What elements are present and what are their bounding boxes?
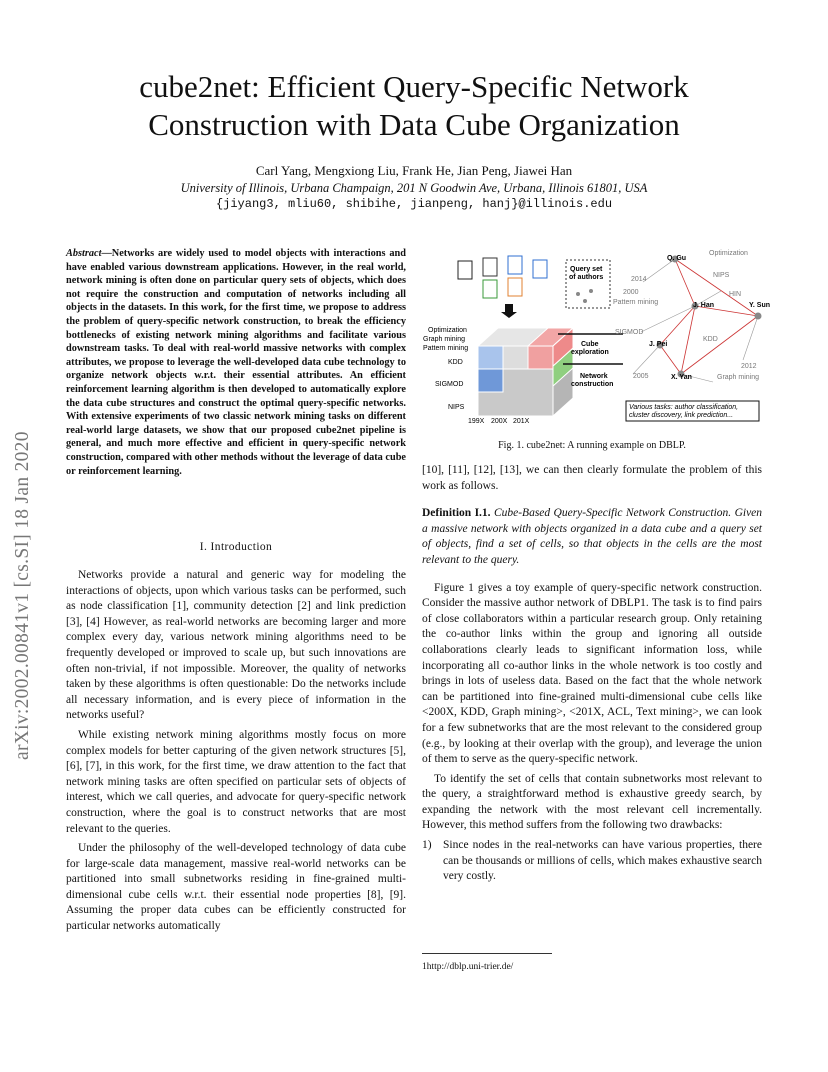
paper-title	[0, 68, 828, 144]
emails: {jiyang3, mliu60, shibihe, jianpeng, hanj}@illinois.edu	[215, 197, 613, 211]
document-icons	[458, 256, 547, 318]
data-cube	[478, 328, 573, 416]
row-label-kdd: KDD	[448, 359, 463, 366]
right-paragraph-2: To identify the set of cells that contain subnetworks most relevant to the query, a straightforward method is exhaustive greedy search, by expanding the network with the most relevant cell incrementally. However, this method suffers from the following two drawbacks:	[422, 772, 762, 832]
col-label-199x: 199X	[468, 418, 485, 425]
node-optimization: Optimization	[709, 250, 748, 257]
col-label-201x: 201X	[513, 418, 530, 425]
node-sigmod: SIGMOD	[615, 329, 644, 336]
row-label-optimization: Optimization	[428, 327, 467, 334]
arxiv-stamp: arXiv:2002.00841v1 [cs.SI] 18 Jan 2020	[12, 431, 33, 760]
section-heading-introduction: I. Introduction	[199, 541, 273, 553]
footnote: 1http://dblp.uni-trier.de/	[422, 962, 514, 972]
node-kdd: KDD	[703, 336, 718, 343]
row-label-nips: NIPS	[448, 404, 465, 411]
query-set-label: Query set of authors	[569, 266, 604, 281]
abstract-text: —Networks are widely used to model objects with interactions and have enabled various downstream applications. However, in the real world, network mining is often done on particular query sets of objects, which does not require the construction and computation of networks including all objects in the datasets. In this work, for the first time, we propose to address the problem of query-specific network construction, to break the efficiency bottlenecks of existing network mining algorithms and facilitate various downstream tasks. To deal with real-world massive networks with complex attributes, we propose to leverage the well-developed data cube technology to organize network objects w.r.t. their essential attributes. An efficient reinforcement learning algorithm is then developed to automatically explore the data cube structures and construct the optimal query-specific networks. With extensive experiments of two classic network mining tasks on different real-world large datasets, we show that our proposed cube2net pipeline is general, and much more effective and efficient in query-specific network construction, compared with other methods without the leverage of data cube or reinforcement learning.	[66, 248, 406, 477]
abstract-lead: Abstract	[66, 248, 102, 259]
node-j-han: J. Han	[693, 302, 715, 309]
title-line-1: cube2net: Efficient Query-Specific Network	[139, 69, 689, 104]
figure-1-caption: Fig. 1. cube2net: A running example on DBLP.	[498, 440, 686, 451]
node-j-pei: J. Pei	[649, 341, 668, 348]
node-y-sun: Y. Sun	[749, 302, 771, 309]
figure-1-diagram	[423, 246, 773, 426]
definition-label: Definition I.1.	[422, 507, 491, 520]
node-q-gu: Q. Gu	[667, 255, 687, 262]
abstract	[66, 247, 406, 478]
node-2012: 2012	[741, 363, 757, 370]
footnote-rule	[422, 953, 552, 954]
authors: Carl Yang, Mengxiong Liu, Frank He, Jian Peng, Jiawei Han	[255, 163, 573, 178]
node-hin: HIN	[729, 291, 742, 298]
definition-text: Given a massive network with objects organized in a data cube and a query set of objects, find a set of cells, so that objects in the cells are the most relevant to the query.	[422, 507, 763, 566]
network-edges	[660, 259, 758, 374]
node-2005: 2005	[633, 373, 649, 380]
tasks-label: Various tasks: author classification, cluster discovery, link prediction...	[629, 404, 739, 419]
row-label-graph-mining: Graph mining	[423, 336, 466, 343]
node-x-yan: X. Yan	[671, 374, 692, 381]
network-construction-label: Network construction	[571, 373, 614, 388]
figure-1	[423, 246, 773, 426]
row-label-sigmod: SIGMOD	[435, 381, 464, 388]
definition-title: Cube-Based Query-Specific Network Construction.	[493, 507, 732, 520]
title-line-2: Construction with Data Cube Organization	[148, 107, 680, 142]
definition-1	[422, 506, 762, 568]
right-paragraph-1: Figure 1 gives a toy example of query-specific network construction. Consider the massive author network of DBLP1. The task is to find pairs of close collaborators within a particular research group. Only retaining the co-author links within the group and ignoring all outside collaborations clearly leads to significant information loss, while incorporating all co-author links in the whole network is too costly and brings in lots of useless data. Based on the fact that the whole network can be partitioned into fine-grained multi-dimensional cube cells like <200X, KDD, Graph mining>, <201X, ACL, Text mining>, we can look for a few subnetworks that are the most relevant to the considered group (e.g., by looking at their overlap with the group), and leverage the union of them to serve as the query-specific network.	[422, 581, 762, 766]
row-label-pattern-mining: Pattern mining	[423, 345, 469, 352]
drawback-item-1-number: 1)	[422, 839, 432, 852]
drawback-item-1	[422, 838, 762, 885]
node-2000: 2000	[623, 289, 639, 296]
intro-continued: [10], [11], [12], [13], we can then clearly formulate the problem of this work as follows.	[422, 464, 762, 492]
drawbacks-list	[422, 838, 762, 885]
col-label-200x: 200X	[491, 418, 508, 425]
intro-paragraph-1: Networks provide a natural and generic way for modeling the interactions of objects, upon which various tasks can be performed, such as node classification [1], community detection [2] and link prediction [3], [4] However, as real-world networks are becoming larger and more complex every day, various network mining algorithms need to be frequently developed or improved to scale up, but such innovations are often non-trivial, if not impossible. Moreover, the quality of networks taken by these algorithms is often questionable: Do the networks include all necessary information, and is every piece of information in the networks useful?	[66, 569, 406, 722]
intro-paragraph-2: While existing network mining algorithms mostly focus on more complex models for better capturing of the given network structures [5], [6], [7], in this work, for the first time, we draw attention to the fact that network mining tasks are often specified on particular sets of objects of interest, which we call queries, and advocate for query-specific network construction, where the goal is to construct networks that are most relevant to the queries.	[66, 728, 406, 835]
cube-exploration-label: Cube exploration	[571, 341, 609, 356]
intro-body	[66, 568, 406, 939]
affiliation: University of Illinois, Urbana Champaign, 201 N Goodwin Ave, Urbana, Illinois 61801, USA	[180, 181, 648, 195]
right-column-body	[422, 463, 762, 885]
intro-paragraph-3: Under the philosophy of the well-developed technology of data cube for large-scale data management, massive real-world networks can be partitioned into small subnetworks residing in fine-grained multi-dimensional cube cells w.r.t. their essential node properties [8], [9]. Assuming the proper data cubes can be efficiently constructed for particular networks automatically	[66, 842, 406, 933]
node-nips: NIPS	[713, 272, 730, 279]
node-pattern-mining: Pattern mining	[613, 299, 659, 306]
node-2014: 2014	[631, 276, 647, 283]
node-graph-mining: Graph mining	[717, 374, 760, 381]
drawback-item-1-text: Since nodes in the real-networks can have various properties, there can be thousands or millions of cells, which makes exhaustive search very costly.	[443, 839, 762, 883]
